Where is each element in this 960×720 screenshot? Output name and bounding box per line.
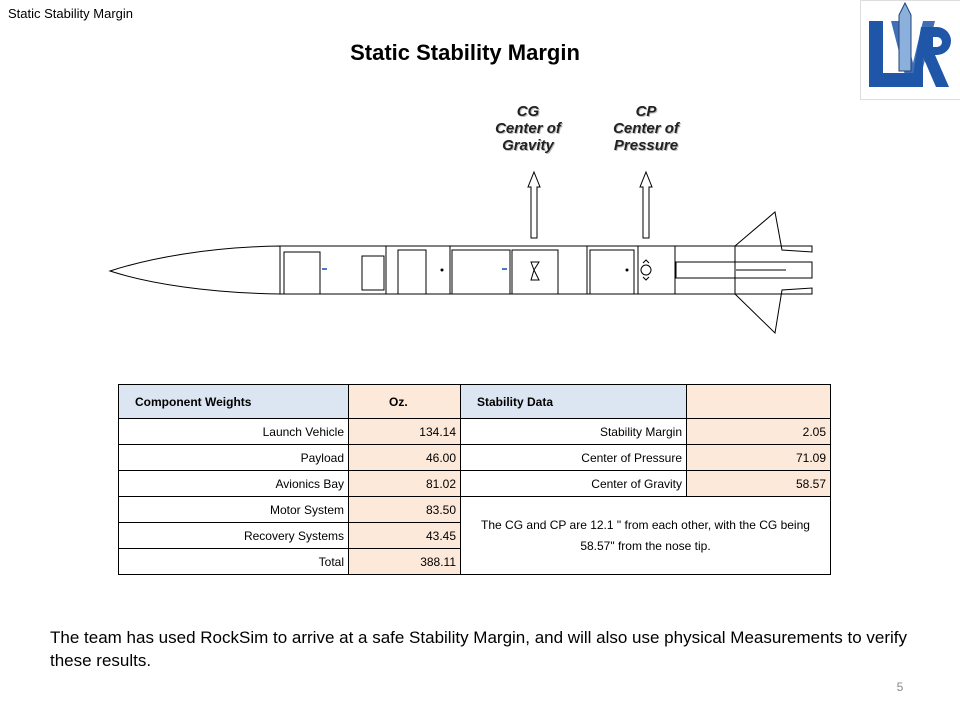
component-oz: 83.50	[349, 497, 461, 523]
cg-callout-line: Center of	[495, 120, 561, 137]
stability-label: Stability Margin	[461, 419, 687, 445]
header-oz: Oz.	[349, 385, 461, 419]
cg-callout-line: CG	[516, 103, 540, 120]
component-name: Payload	[119, 445, 349, 471]
header-stability: Stability Data	[461, 385, 687, 419]
table-row	[119, 471, 831, 497]
component-oz: 43.45	[349, 523, 461, 549]
component-name: Recovery Systems	[119, 523, 349, 549]
component-name: Launch Vehicle	[119, 419, 349, 445]
component-oz: 46.00	[349, 445, 461, 471]
cp-callout-line: Center of	[613, 120, 679, 137]
component-oz: 81.02	[349, 471, 461, 497]
fin-lower	[735, 288, 812, 333]
cp-arrow	[640, 172, 652, 238]
body-section	[280, 246, 386, 294]
page-number: 5	[896, 680, 904, 694]
header-component: Component Weights	[119, 385, 349, 419]
body-section	[450, 246, 587, 294]
body-section	[675, 246, 735, 294]
cg-arrow	[528, 172, 540, 238]
component-oz: 388.11	[349, 549, 461, 575]
table-row	[119, 445, 831, 471]
header-blank	[687, 385, 831, 419]
stability-label: Center of Gravity	[461, 471, 687, 497]
table-row	[119, 419, 831, 445]
summary-text: The team has used RockSim to arrive at a safe Stability Margin, and will also use physical Measurements to verify these results.	[50, 628, 907, 670]
component-name: Avionics Bay	[119, 471, 349, 497]
cg-callout-line: Gravity	[502, 137, 554, 154]
slide-title: Static Stability Margin	[350, 40, 580, 65]
table-row	[119, 497, 831, 523]
stability-value: 2.05	[687, 419, 831, 445]
stability-table	[118, 384, 831, 575]
cp-callout-line: CP	[635, 103, 657, 120]
cp-callout-line: Pressure	[613, 137, 679, 154]
body-section	[386, 246, 450, 294]
component-oz: 134.14	[349, 419, 461, 445]
fin-upper	[735, 212, 812, 252]
stability-note: The CG and CP are 12.1 " from each other, with the CG being 58.57" from the nose tip.	[461, 497, 831, 575]
component-name: Total	[119, 549, 349, 575]
stability-value: 58.57	[687, 471, 831, 497]
stability-label: Center of Pressure	[461, 445, 687, 471]
header-label: Static Stability Margin	[8, 6, 133, 21]
body-section	[587, 246, 675, 294]
stability-value: 71.09	[687, 445, 831, 471]
nose-cone	[110, 246, 280, 294]
component-name: Motor System	[119, 497, 349, 523]
